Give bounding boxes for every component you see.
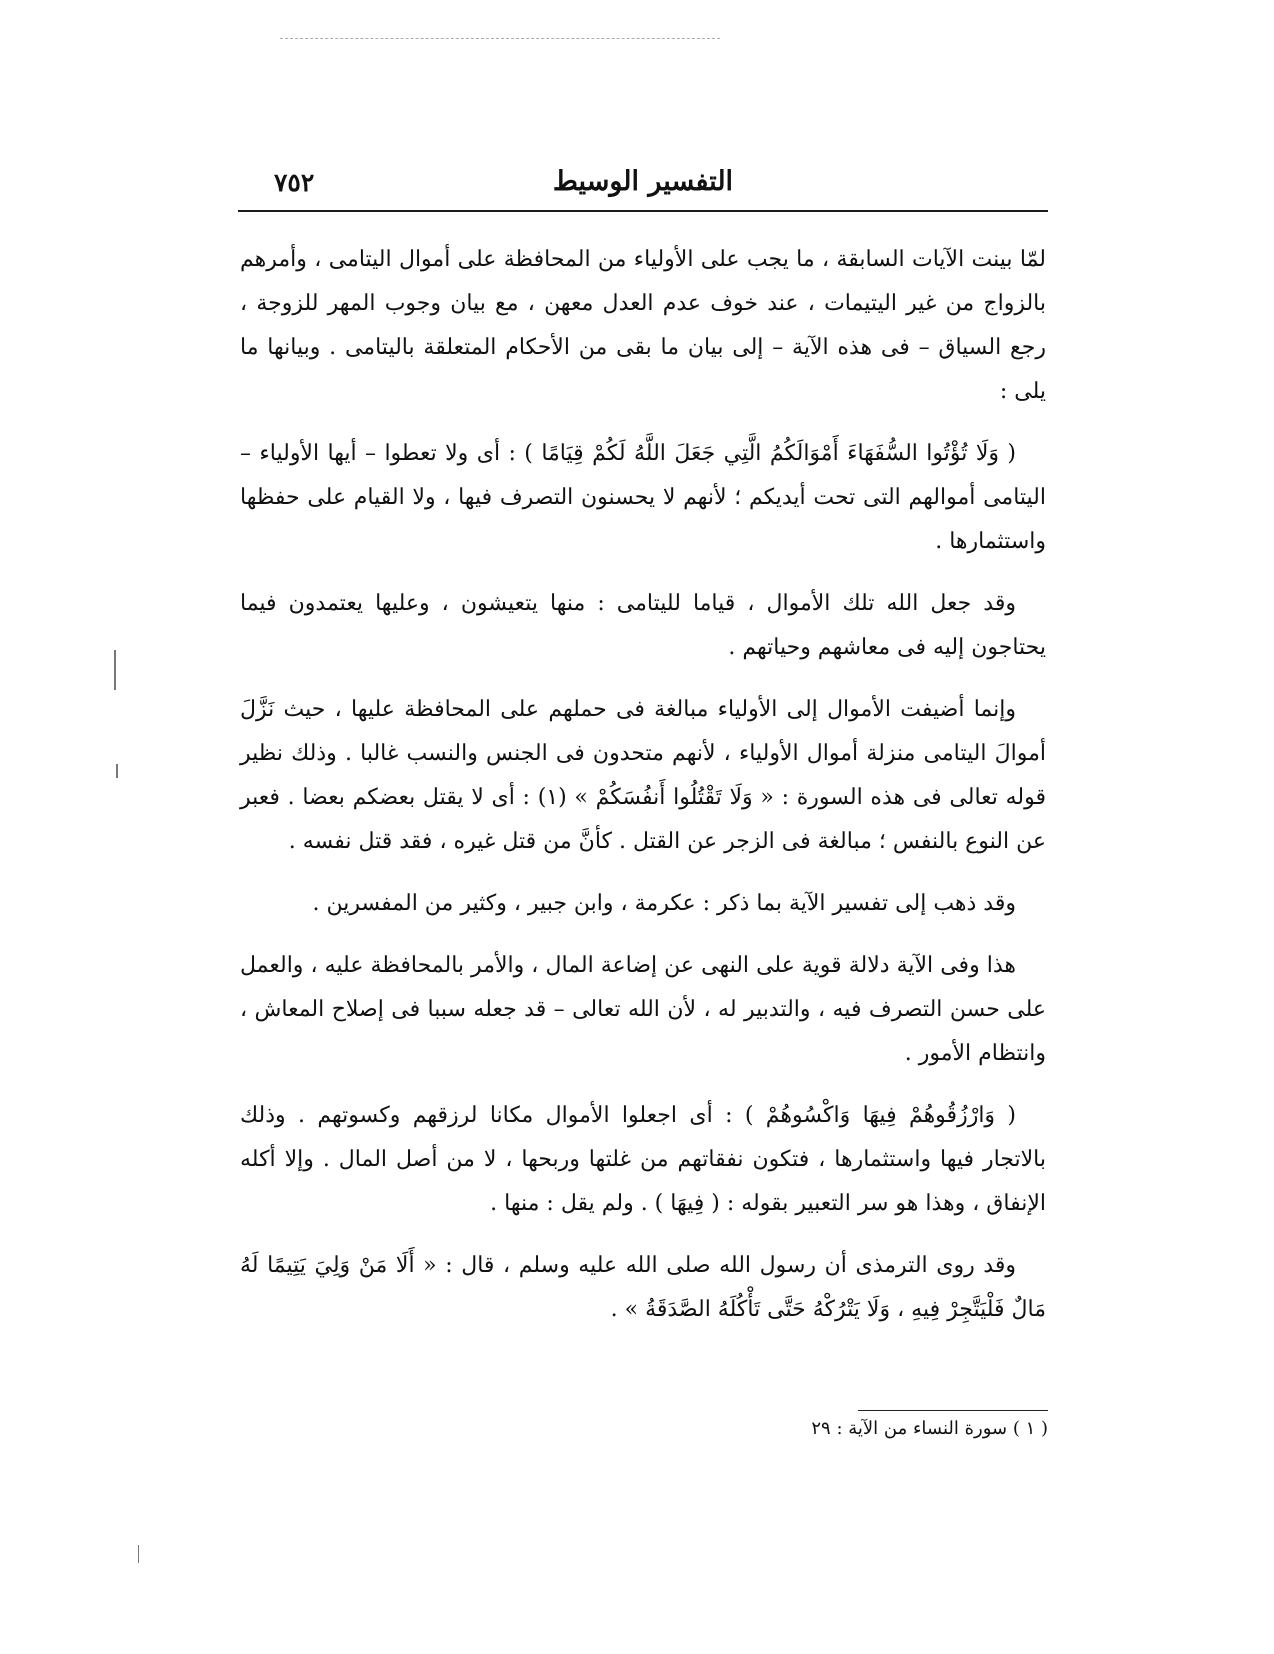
scan-artifact: [280, 38, 720, 39]
scan-artifact: [116, 764, 118, 778]
scan-artifact: [138, 1545, 139, 1563]
body-text: [240, 238, 1046, 1350]
running-title: التفسير الوسيط: [552, 166, 734, 197]
scan-artifact: [114, 650, 116, 690]
paragraph-2: ( وَلَا تُؤْتُوا السُّفَهَاءَ أَمْوَالَكُمُ الَّتِي جَعَلَ اللَّهُ لَكُمْ قِيَامًا ) : أى ولا تعطوا – أيها الأولياء – اليتامى أموالهم التى تحت أيديكم ؛ لأنهم لا يحسنون التصرف فيها ، ولا القيام على حفظها واستثمارها .: [240, 441, 1046, 554]
page-header: [238, 162, 1048, 210]
paragraph-4: وإنما أضيفت الأموال إلى الأولياء مبالغة فى حملهم على المحافظة عليها ، حيث نَزَّلَ أموالَ اليتامى منزلة أموال الأولياء ، لأنهم متحدون فى الجنس والنسب غالبا . وذلك نظير قوله تعالى فى هذه السورة : « وَلَا تَقْتُلُوا أَنفُسَكُمْ » (١) : أى لا يقتل بعضكم بعضا . فعبر عن النوع بالنفس ؛ مبالغة فى الزجر عن القتل . كأنَّ من قتل غيره ، فقد قتل نفسه .: [240, 697, 1046, 854]
paragraph-5: وقد ذهب إلى تفسير الآية بما ذكر : عكرمة ، وابن جبير ، وكثير من المفسرين .: [312, 891, 1016, 916]
footnote-rule: [858, 1410, 1048, 1411]
paragraph-3: وقد جعل الله تلك الأموال ، قياما لليتامى : منها يتعيشون ، وعليها يعتمدون فيما يحتاجون إليه فى معاشهم وحياتهم .: [240, 591, 1046, 660]
paragraph-1: لمّا بينت الآيات السابقة ، ما يجب على الأولياء من المحافظة على أموال اليتامى ، وأمرهم بالزواج من غير اليتيمات ، عند خوف عدم العدل معهن ، مع بيان وجوب المهر للزوجة ، رجع السياق – فى هذه الآية – إلى بيان ما بقى من الأحكام المتعلقة باليتامى . وبيانها ما يلى :: [240, 247, 1046, 404]
paragraph-7: ( وَارْزُقُوهُمْ فِيهَا وَاكْسُوهُمْ ) : أى اجعلوا الأموال مكانا لرزقهم وكسوتهم . وذلك بالاتجار فيها واستثمارها ، فتكون نفقاتهم من غلتها وربحها ، لا من أصل المال . وإلا أكله الإنفاق ، وهذا هو سر التعبير بقوله : ( فِيهَا ) . ولم يقل : منها .: [240, 1103, 1046, 1216]
page-number: ٧٥٢: [274, 168, 315, 197]
footnote: ( ١ ) سورة النساء من الآية : ٢٩: [811, 1418, 1048, 1439]
paragraph-6: هذا وفى الآية دلالة قوية على النهى عن إضاعة المال ، والأمر بالمحافظة عليه ، والعمل على حسن التصرف فيه ، والتدبير له ، لأن الله تعالى – قد جعله سببا فى إصلاح المعاش ، وانتظام الأمور .: [240, 953, 1046, 1066]
header-rule: [238, 210, 1048, 212]
paragraph-8: وقد روى الترمذى أن رسول الله صلى الله عليه وسلم ، قال : « أَلَا مَنْ وَلِيَ يَتِيمًا لَهُ مَالٌ فَلْيَتَّجِرْ فِيهِ ، وَلَا يَتْرُكْهُ حَتَّى تَأْكُلَهُ الصَّدَقَةُ » .: [240, 1253, 1046, 1322]
